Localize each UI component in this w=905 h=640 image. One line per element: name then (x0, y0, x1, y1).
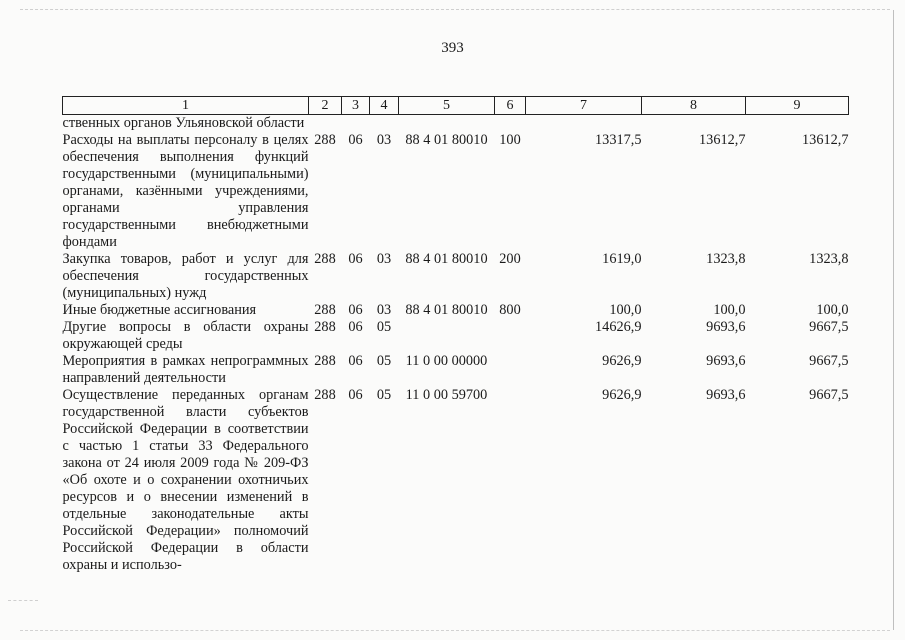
cell-expense-type: 200 (499, 251, 521, 267)
cell-subsection: 05 (376, 387, 392, 403)
cell-admin-code (309, 115, 342, 133)
header-col-6: 6 (495, 97, 526, 115)
cell-subsection (370, 115, 399, 133)
cell-section (342, 115, 370, 133)
cell-section: 06 (348, 387, 363, 403)
cell-expense-type (495, 115, 526, 133)
cell-amount-year1: 9626,9 (602, 387, 642, 403)
cell-amount-year1: 1619,0 (602, 251, 642, 267)
table-row (63, 302, 849, 319)
cell-expense-type (495, 353, 526, 387)
cell-amount-year3: 9667,5 (809, 319, 849, 335)
cell-amount-year2: 1323,8 (706, 251, 746, 267)
cell-expense-type (495, 319, 526, 353)
cell-amount-year1 (526, 115, 642, 133)
row-description: Иные бюджетные ассигнования (62, 302, 257, 318)
cell-amount-year2: 13612,7 (699, 132, 746, 148)
row-description: Закупка товаров, работ и услуг для обеспечения государственных (муниципальных) нужд (62, 251, 309, 301)
cell-admin-code: 288 (314, 251, 336, 267)
cell-section: 06 (348, 251, 363, 267)
cell-expense-type (495, 387, 526, 574)
header-col-2: 2 (309, 97, 342, 115)
table-row (63, 115, 849, 133)
scan-edge-top (20, 9, 890, 10)
cell-target-article: 88 4 01 80010 (405, 251, 488, 267)
cell-target-article: 11 0 00 59700 (405, 387, 488, 403)
cell-amount-year2: 9693,6 (706, 353, 746, 369)
cell-amount-year3: 9667,5 (809, 353, 849, 369)
cell-section: 06 (348, 319, 363, 335)
table-row (63, 387, 849, 574)
budget-table (62, 96, 849, 574)
cell-admin-code: 288 (314, 132, 336, 148)
cell-expense-type: 800 (499, 302, 521, 318)
cell-amount-year3: 13612,7 (802, 132, 849, 148)
row-description: Мероприятия в рамках непрограммных направлений деятельности (62, 353, 309, 386)
cell-section: 06 (348, 353, 363, 369)
cell-subsection: 03 (376, 132, 392, 148)
cell-amount-year1: 100,0 (609, 302, 642, 318)
table-row (63, 353, 849, 387)
header-col-5: 5 (399, 97, 495, 115)
cell-admin-code: 288 (314, 302, 336, 318)
page-number: 393 (441, 40, 464, 56)
cell-admin-code: 288 (314, 319, 336, 335)
scan-edge-left (8, 600, 38, 601)
header-col-7: 7 (526, 97, 642, 115)
cell-amount-year2: 9693,6 (706, 319, 746, 335)
cell-subsection: 05 (376, 353, 392, 369)
row-description: Другие вопросы в области охраны окружающей среды (62, 319, 309, 352)
cell-amount-year1: 14626,9 (595, 319, 642, 335)
cell-amount-year1: 13317,5 (595, 132, 642, 148)
table-header-row (63, 97, 849, 115)
cell-section: 06 (348, 132, 363, 148)
table-row (63, 251, 849, 302)
cell-target-article: 88 4 01 80010 (405, 132, 488, 148)
cell-subsection: 03 (376, 302, 392, 318)
table-row (63, 319, 849, 353)
cell-amount-year3 (746, 115, 849, 133)
cell-admin-code: 288 (314, 387, 336, 403)
cell-amount-year1: 9626,9 (602, 353, 642, 369)
scan-edge-right (893, 10, 894, 630)
cell-subsection: 03 (376, 251, 392, 267)
header-col-9: 9 (746, 97, 849, 115)
cell-amount-year2 (642, 115, 746, 133)
cell-target-article: 88 4 01 80010 (405, 302, 488, 318)
header-col-4: 4 (370, 97, 399, 115)
cell-amount-year2: 9693,6 (706, 387, 746, 403)
cell-subsection: 05 (376, 319, 392, 335)
cell-amount-year2: 100,0 (713, 302, 746, 318)
header-col-1: 1 (63, 97, 309, 115)
row-description: Расходы на выплаты персоналу в целях обеспечения выполнения функций государственными (муниципальными) органами, казёнными учреждениями, органами управления государственными внебюджетными фондами (62, 132, 309, 250)
cell-target-article: 11 0 00 00000 (405, 353, 488, 369)
cell-expense-type: 100 (499, 132, 521, 148)
cell-admin-code: 288 (314, 353, 336, 369)
header-col-8: 8 (642, 97, 746, 115)
cell-section: 06 (348, 302, 363, 318)
cell-amount-year3: 9667,5 (809, 387, 849, 403)
table-row (63, 132, 849, 251)
scan-edge-bottom (20, 630, 890, 631)
cell-amount-year3: 1323,8 (809, 251, 849, 267)
row-description: Осуществление переданных органам государственной власти субъектов Российской Федерации в соответствии с частью 1 статьи 33 Федерального закона от 24 июля 2009 года № 209-ФЗ «Об охоте и о сохранении охотничьих ресурсов и о внесении изменений в отдельные законодательные акты Российской Федерации» полномочий Российской Федерации в области охраны и использо- (62, 387, 309, 573)
cell-target-article (399, 115, 495, 133)
header-col-3: 3 (342, 97, 370, 115)
cell-target-article (399, 319, 495, 353)
cell-amount-year3: 100,0 (816, 302, 849, 318)
row-description: ственных органов Ульяновской области (62, 115, 305, 131)
